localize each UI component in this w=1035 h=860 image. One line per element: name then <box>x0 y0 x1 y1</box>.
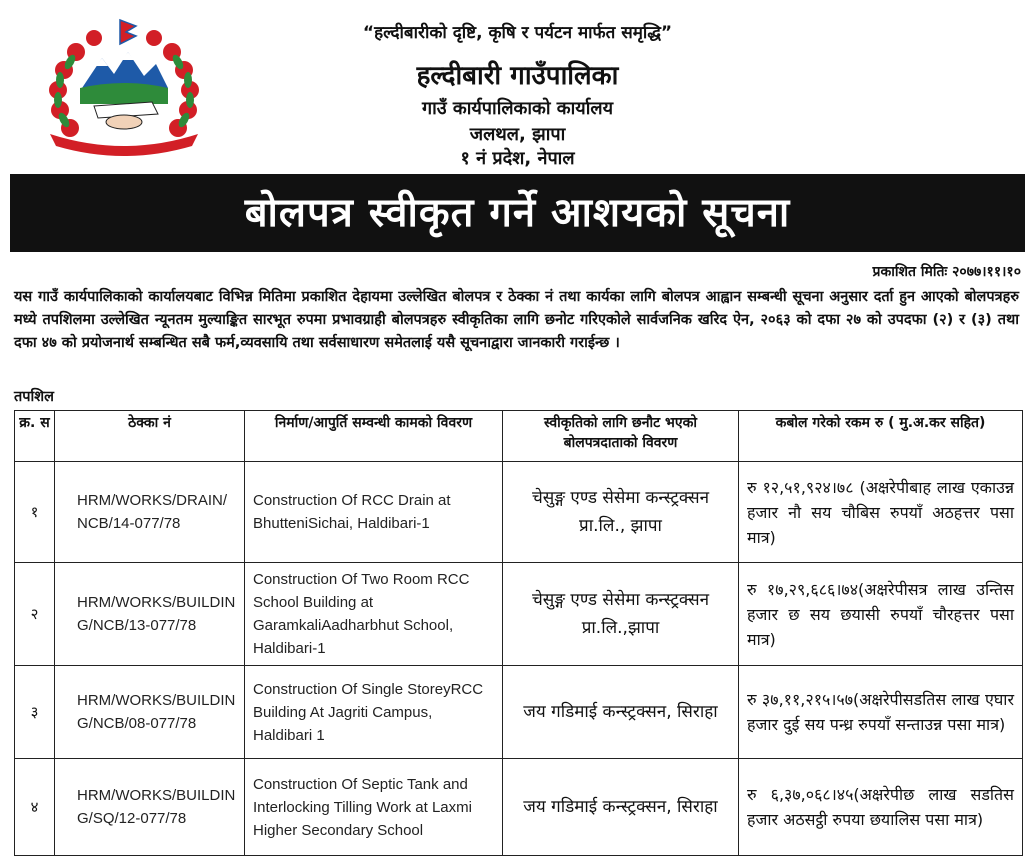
row-amount: रु ३७,११,२१५।५७(अक्षरेपीसडतिस लाख एघार हजार दुई सय पन्ध्र रुपयाँ सन्ताउन्न पसा मात्र) <box>739 666 1023 759</box>
notice-title-banner: बोलपत्र स्वीकृत गर्ने आशयको सूचना <box>10 174 1025 252</box>
row-contract-no: HRM/WORKS/BUILDING/SQ/12-077/78 <box>55 759 245 856</box>
row-sn: १ <box>15 462 55 563</box>
row-work-desc: Construction Of Septic Tank and Interlocking Tilling Work at Laxmi Higher Secondary School <box>245 759 503 856</box>
row-contract-no: HRM/WORKS/BUILDING/NCB/08-077/78 <box>55 666 245 759</box>
address-line-2: १ नं प्रदेश, नेपाल <box>460 148 575 169</box>
published-date: प्रकाशित मितिः २०७७।११।१० <box>872 264 1021 280</box>
table-row <box>15 563 1023 666</box>
tapasil-label: तपशिल <box>14 389 54 405</box>
header-bidder: स्वीकृतिको लागि छनौट भएको बोलपत्रदाताको विवरण <box>503 411 739 462</box>
row-bidder: जय गडिमाई कन्स्ट्रक्सन, सिराहा <box>503 759 739 856</box>
row-sn: ४ <box>15 759 55 856</box>
header-sn: क्र. स <box>15 411 55 462</box>
table-row <box>15 462 1023 563</box>
notice-body: यस गाउँ कार्यपालिकाको कार्यालयबाट विभिन्न मितिमा प्रकाशित देहायमा उल्लेखित बोलपत्र र ठेक्का नं तथा कार्यका लागि बोलपत्र आह्वान सम्बन्धी सूचना अनुसार दर्ता हुन आएको बोलपत्रहरु मध्ये तपशिलमा उल्लेखित न्यूनतम मुल्याङ्कित सारभूत रुपमा प्रभावग्राही बोलपत्रहरु स्वीकृतिका लागि छनोट गरिएकोले सार्वजनिक खरिद ऐन, २०६३ को दफा २७ को उपदफा (२) र (३) तथा दफा ४७ को प्रयोजनार्थ सम्बन्धित सबै फर्म,व्यवसायि तथा सर्वसाधारण समेतलाई यसै सूचनाद्वारा जानकारी गराईन्छ । <box>14 289 1019 351</box>
row-work-desc: Construction Of Single StoreyRCC Building At Jagriti Campus, Haldibari 1 <box>245 666 503 759</box>
row-work-desc: Construction Of RCC Drain at BhutteniSichai, Haldibari-1 <box>245 462 503 563</box>
header-work-desc: निर्माण/आपुर्ति सम्वन्धी कामको विवरण <box>245 411 503 462</box>
contract-table <box>14 410 1023 856</box>
row-bidder: जय गडिमाई कन्स्ट्रक्सन, सिराहा <box>503 666 739 759</box>
row-amount: रु ६,३७,०६८।४५(अक्षरेपीछ लाख सडतिस हजार अठसट्ठी रुपया छयालिस पसा मात्र) <box>739 759 1023 856</box>
office-name: हल्दीबारी गाउँपालिका <box>416 61 619 91</box>
row-contract-no: HRM/WORKS/BUILDING/NCB/13-077/78 <box>55 563 245 666</box>
row-sn: २ <box>15 563 55 666</box>
address-line-1: जलथल, झापा <box>469 124 566 145</box>
row-bidder: चेसुङ्ग एण्ड सेसेमा कन्स्ट्रक्सन प्रा.लि., झापा <box>503 462 739 563</box>
table-row <box>15 666 1023 759</box>
row-amount: रु १२,५१,९२४।७८ (अक्षरेपीबाह लाख एकाउन्न हजार नौ सय चौबिस रुपयाँ अठहत्तर पसा मात्र) <box>739 462 1023 563</box>
row-amount: रु १७,२९,६८६।७४(अक्षरेपीसत्र लाख उन्तिस हजार छ सय छयासी रुपयाँ चौरहत्तर पसा मात्र) <box>739 563 1023 666</box>
motto: “हल्दीबारीको दृष्टि, कृषि र पर्यटन मार्फत समृद्धि” <box>362 23 673 43</box>
notice-header <box>0 0 1035 172</box>
row-bidder: चेसुङ्ग एण्ड सेसेमा कन्स्ट्रक्सन प्रा.लि.,झापा <box>503 563 739 666</box>
table-header-row <box>15 411 1023 462</box>
table-row <box>15 759 1023 856</box>
header-amount: कबोल गरेको रकम रु ( मु.अ.कर सहित) <box>739 411 1023 462</box>
header-contract-no: ठेक्का नं <box>55 411 245 462</box>
row-contract-no: HRM/WORKS/DRAIN/NCB/14-077/78 <box>55 462 245 563</box>
office-subtitle: गाउँ कार्यपालिकाको कार्यालय <box>421 98 614 119</box>
row-sn: ३ <box>15 666 55 759</box>
row-work-desc: Construction Of Two Room RCC School Building at GaramkaliAadharbhut School, Haldibari-1 <box>245 563 503 666</box>
